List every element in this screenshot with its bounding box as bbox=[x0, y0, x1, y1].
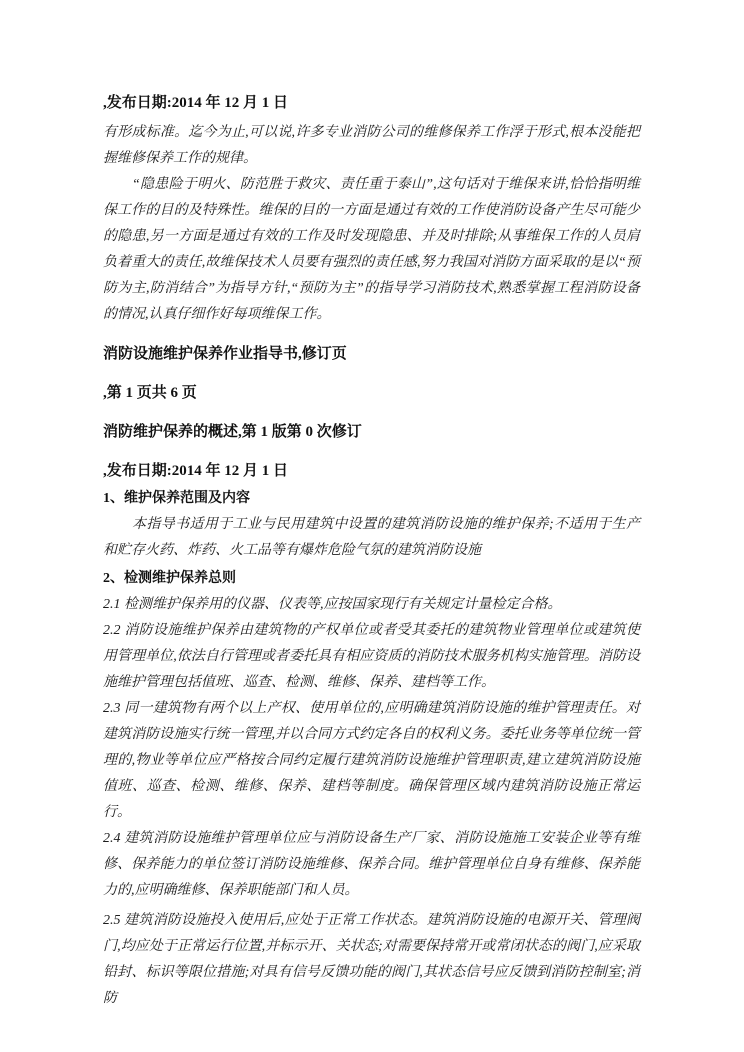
clause-2-1-paragraph: 2.1 检测维护保养用的仪器、仪表等,应按国家现行有关规定计量检定合格。 bbox=[103, 597, 562, 612]
clause-2-2-paragraph: 2.2 消防设施维护保养由建筑物的产权单位或者受其委托的建筑物业管理单位或建筑使用管理单位,依法自行管理或者委托具有相应资质的消防技术服务机构实施管理。消防设施维护管理包括值班、巡查、检测、维修、保养、建档等工作。 bbox=[103, 623, 640, 690]
clause-2-3-paragraph: 2.3 同一建筑物有两个以上产权、使用单位的,应明确建筑消防设施的维护管理责任。对建筑消防设施实行统一管理,并以合同方式约定各自的权利义务。委托业务等单位统一管理的,物业等单位应严格按合同约定履行建筑消防设施维护管理职责,建立建筑消防设施值班、巡查、检测、维修、保养、建档等制度。确保管理区域内建筑消防设施正常运行。 bbox=[103, 701, 640, 820]
doc-title-heading: 消防设施维护保养作业指导书,修订页 bbox=[103, 346, 347, 362]
page-count-heading: ,第 1 页共 6 页 bbox=[103, 385, 197, 401]
release-date-heading: ,发布日期:2014 年 12 月 1 日 bbox=[103, 95, 288, 111]
section-1-heading: 1、维护保养范围及内容 bbox=[103, 491, 250, 506]
section-1-paragraph: 本指导书适用于工业与民用建筑中设置的建筑消防设施的维护保养;不适用于生产和贮存火药、炸药、火工品等有爆炸危险气氛的建筑消防设施 bbox=[103, 517, 640, 558]
clause-2-5-paragraph: 2.5 建筑消防设施投入使用后,应处于正常工作状态。建筑消防设施的电源开关、管理阀门,均应处于正常运行位置,并标示开、关状态;对需要保持常开或常闭状态的阀门,应采取铅封、标识等限位措施;对具有信号反馈功能的阀门,其状态信号应反馈到消防控制室;消防 bbox=[103, 913, 640, 1006]
release-date-heading-2: ,发布日期:2014 年 12 月 1 日 bbox=[103, 463, 288, 479]
clause-2-4-paragraph: 2.4 建筑消防设施维护管理单位应与消防设备生产厂家、消防设施施工安装企业等有维修、保养能力的单位签订消防设施维修、保养合同。维护管理单位自身有维修、保养能力的,应明确维修、保养职能部门和人员。 bbox=[103, 831, 640, 898]
body-paragraph-quote: “隐患险于明火、防范胜于救灾、责任重于泰山”,这句话对于维保来讲,恰恰指明维保工作的目的及特殊性。维保的目的一方面是通过有效的工作使消防设备产生尽可能少的隐患,另一方面是通过有效的工作及时发现隐患、并及时排除;从事维保工作的人员肩负着重大的责任,故维保技术人员要有强烈的责任感,努力我国对消防方面采取的是以“预防为主,防消结合”为指导方针,“预防为主”的指导学习消防技术,熟悉掌握工程消防设备的情况,认真仔细作好每项维保工作。 bbox=[103, 177, 640, 322]
overview-revision-heading: 消防维护保养的概述,第 1 版第 0 次修订 bbox=[103, 424, 362, 440]
section-2-heading: 2、检测维护保养总则 bbox=[103, 571, 236, 586]
body-paragraph-continuation: 有形成标准。迄今为止,可以说,许多专业消防公司的维修保养工作浮于形式,根本没能把握维修保养工作的规律。 bbox=[103, 125, 640, 166]
